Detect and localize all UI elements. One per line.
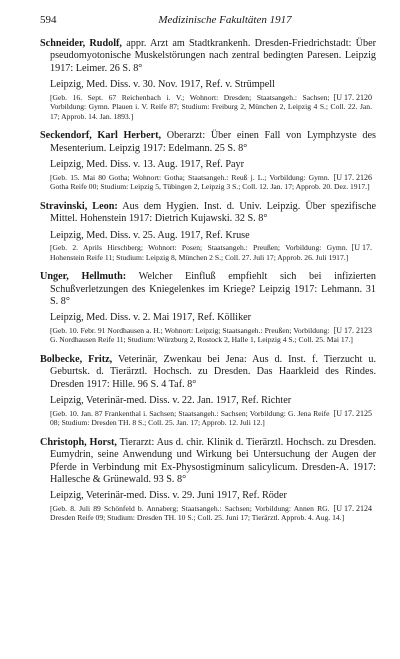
entry-text: appr. Arzt am Stadtkrankenh. Dresden-Friedrichstadt: Über pseudomyotonische Muskelstörungen nach zentral bedingten Paresen. Leipzig 1917: Leimer. 26 S. 8° bbox=[50, 38, 376, 74]
entry-name: Schneider, Rudolf, bbox=[40, 38, 122, 49]
entry-details: [Geb. 10. Jan. 87 Frankenthal i. Sachsen; Staatsangeh.: Sachsen; Vorbildung: G. Jena Reife 08; Studium: Dresden TH. 8 S.; Coll. 25. Jan. 17; Approb. 12. Juli 12.] bbox=[50, 408, 330, 428]
entry bbox=[40, 271, 376, 345]
entry-text: Welcher Einfluß empfiehlt sich bei infizierten Schußverletzungen des Kniegelenkes im Kriege? Leipzig 1917: Lehmann. 31 S. 8° bbox=[50, 271, 376, 308]
entry-text: Aus dem Hygien. Inst. d. Univ. Leipzig. Über spezifische Mittel. Hohenstein 1917: Dietrich Kujawski. 32 S. 8° bbox=[50, 200, 376, 225]
entry-text: Veterinär, Zwenkau bei Jena: Aus d. Inst. f. Tierzucht u. Geburtsk. d. Tierärztl. Hochsch. zu Dresden. Das Haarkleid des Rindes. Dresden 1917: Hille. 96 S. 4 Taf. 8° bbox=[50, 354, 376, 390]
entry-publication: Leipzig, Med. Diss. v. 25. Aug. 1917, Ref. Kruse bbox=[50, 229, 250, 241]
page-number: 594 bbox=[40, 14, 57, 26]
running-title: Medizinische Fakultäten 1917 bbox=[158, 14, 292, 26]
entry bbox=[40, 38, 376, 121]
entry-details: [Geb. 10. Febr. 91 Nordhausen a. H.; Wohnort: Leipzig; Staatsangeh.: Preußen; Vorbildung: G. Nordhausen Reife 11; Studium: Würzburg 2, Rostock 2, Halle 1, Leipzig 4 S.; Coll. 25. Mai 17.] bbox=[50, 325, 353, 345]
page-header bbox=[40, 14, 376, 32]
entry-name: Seckendorf, Karl Herbert, bbox=[40, 130, 162, 142]
entry-reference: [U 17. 2120 bbox=[333, 92, 372, 102]
entry-text: Tierarzt: Aus d. chir. Klinik d. Tierärztl. Hochsch. zu Dresden. Eumydrin, seine Anwendung und Wirkung bei Untersuchung der Augen der Pferde in Verbindung mit Ex-Physostigminum salicylicum. Dresden-A. 1917: Hallesche & Grünewald. 93 S. 8° bbox=[50, 436, 376, 486]
entry-text: Oberarzt: Über einen Fall von Lymphzyste des Mesenterium. Leipzig 1917: Edelmann. 25 S. 8° bbox=[50, 130, 376, 154]
entry-publication: Leipzig, Med. Diss. v. 2. Mai 1917, Ref. Kölliker bbox=[50, 312, 252, 324]
entry-name: Unger, Hellmuth: bbox=[40, 271, 127, 283]
entries-list bbox=[40, 38, 376, 523]
entry-details: [Geb. 15. Mai 80 Gotha; Wohnort: Gotha; Staatsangeh.: Reuß j. L.; Vorbildung: Gymn. Gotha Reife 00; Studium: Leipzig 5, Tübingen 2, Leipzig 3 S.; Coll. 12. Jan. 17; Approb. 20. Dez. 1917.] bbox=[50, 172, 370, 192]
entry-details: [Geb. 8. Juli 89 Schönfeld b. Annaberg; Staatsangeh.: Sachsen; Vorbildung: Annen RG. Dresden Reife 09; Studium: Dresden TH. 10 S.; Coll. 25. Juni 17; Tierärztl. Approb. 4. Aug. 14.] bbox=[50, 503, 345, 523]
entry-publication: Leipzig, Veterinär-med. Diss. v. 22. Jan. 1917, Ref. Richter bbox=[50, 395, 292, 407]
entry-publication: Leipzig, Med. Diss. v. 13. Aug. 1917, Ref. Payr bbox=[50, 159, 245, 171]
entry-reference: [U 17. 2124 bbox=[333, 503, 372, 513]
entry-reference: [U 17. 2125 bbox=[333, 408, 372, 418]
entry-details: [Geb. 16. Sept. 67 Reichenbach i. V.; Wohnort: Dresden; Staatsangeh.: Sachsen; Vorbildung: Gymn. Plauen i. V. Reife 87; Studium: Freiburg 2, München 2, Leipzig 4 S.; Coll. 22. Jan. 17; Approb. 14. Jan. 1893.] bbox=[50, 92, 372, 121]
entry-reference: [U 17. 2126 bbox=[333, 172, 372, 182]
entry-details: [Geb. 2. Aprils Hirschberg; Wohnort: Posen; Staatsangeh.: Preußen; Vorbildung: Gymn. Hohenstein Reife 11; Studium: Leipzig 8, München 2 S.; Coll. 27. Juli 17; Approb. 26. Juli 1917.] bbox=[50, 243, 349, 262]
entry-reference: [U 17. 2123 bbox=[333, 325, 372, 335]
entry bbox=[40, 201, 376, 262]
entry-name: Christoph, Horst, bbox=[40, 436, 117, 448]
entry-publication: Leipzig, Med. Diss. v. 30. Nov. 1917, Ref. v. Strümpell bbox=[50, 79, 275, 91]
entry-name: Bolbecke, Fritz, bbox=[40, 354, 113, 366]
entry-publication: Leipzig, Veterinär-med. Diss. v. 29. Juni 1917, Ref. Röder bbox=[50, 490, 287, 502]
entry-reference: [U 17. bbox=[351, 243, 372, 253]
entry bbox=[40, 437, 376, 523]
entry-name: Stravinski, Leon: bbox=[40, 200, 118, 212]
entry bbox=[40, 130, 376, 191]
entry bbox=[40, 354, 376, 428]
